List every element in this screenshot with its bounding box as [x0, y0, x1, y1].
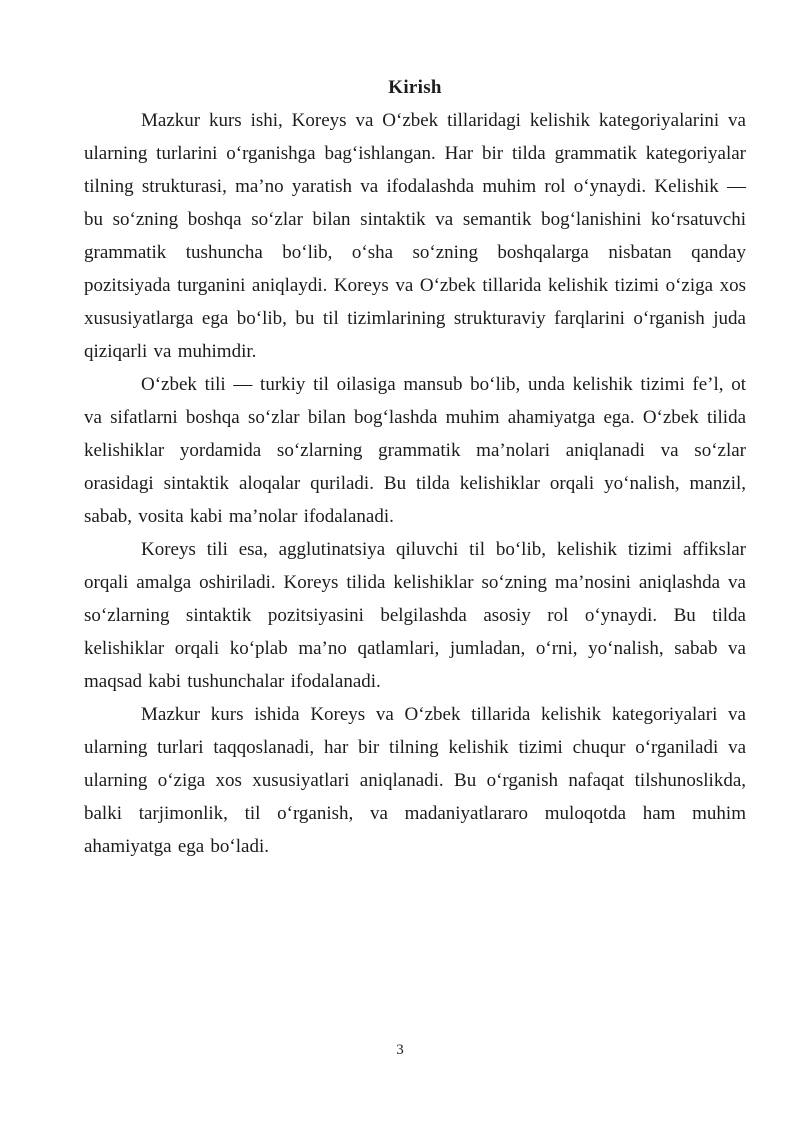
paragraph: Mazkur kurs ishida Koreys va Oʻzbek tillarida kelishik kategoriyalari va ularning turlari taqqoslanadi, har bir tilning kelishik tizimi chuqur oʻrganiladi va ularning oʻziga xos xususiyatlari aniqlanadi. Bu oʻrganish nafaqat tilshunoslikda, balki tarjimonlik, til oʻrganish, va madaniyatlararo muloqotda ham muhim ahamiyatga ega boʻladi.: [84, 704, 746, 857]
page-title: Kirish: [388, 77, 442, 98]
paragraph: Mazkur kurs ishi, Koreys va Oʻzbek tillaridagi kelishik kategoriyalarini va ularning turlarini oʻrganishga bagʻishlangan. Har bir tilda grammatik kategoriyalar tilning strukturasi, ma’no yaratish va ifodalashda muhim rol oʻynaydi. Kelishik — bu soʻzning boshqa soʻzlar bilan sintaktik va semantik bogʻlanishini koʻrsatuvchi grammatik tushuncha boʻlib, oʻsha soʻzning boshqalarga nisbatan qanday pozitsiyada turganini aniqlaydi. Koreys va Oʻzbek tillarida kelishik tizimi oʻziga xos xususiyatlarga ega boʻlib, bu til tizimlarining strukturaviy farqlarini oʻrganish juda qiziqarli va muhimdir.: [84, 110, 746, 362]
paragraph: Oʻzbek tili — turkiy til oilasiga mansub boʻlib, unda kelishik tizimi fe’l, ot va sifatlarni boshqa soʻzlar bilan bogʻlashda muhim ahamiyatga ega. Oʻzbek tilida kelishiklar yordamida soʻzlarning grammatik ma’nolari aniqlanadi va soʻzlar orasidagi sintaktik aloqalar quriladi. Bu tilda kelishiklar orqali yoʻnalish, manzil, sabab, vosita kabi ma’nolar ifodalanadi.: [84, 374, 746, 527]
document-body: [84, 71, 746, 863]
paragraph: Koreys tili esa, agglutinatsiya qiluvchi til boʻlib, kelishik tizimi affikslar orqali amalga oshiriladi. Koreys tilida kelishiklar soʻzning ma’nosini aniqlashda va soʻzlarning sintaktik pozitsiyasini belgilashda asosiy rol oʻynaydi. Bu tilda kelishiklar orqali koʻplab ma’no qatlamlari, jumladan, oʻrni, yoʻnalish, sabab va maqsad kabi tushunchalar ifodalanadi.: [84, 539, 746, 692]
page-number: 3: [396, 1042, 404, 1058]
